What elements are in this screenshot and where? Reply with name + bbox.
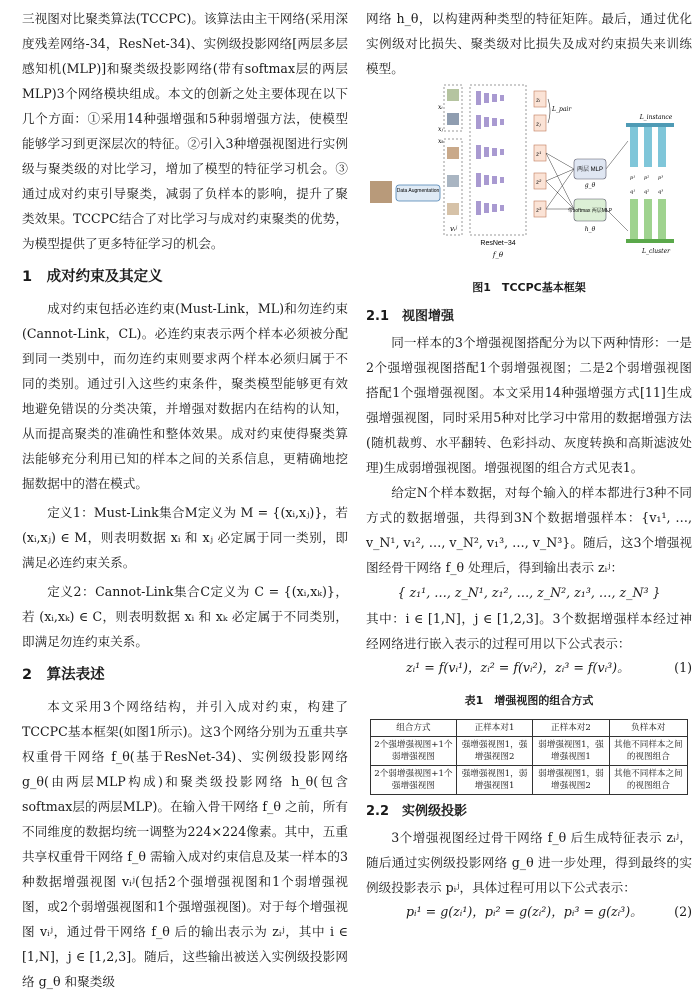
section-2-1-paragraph-2: 给定N个样本数据，对每个输入的样本都进行3种不同方式的数据增强，共得到3N个数据增强样本：{v₁¹, …, v_N¹, v₁², …, v_N², v₁³, …, v_N³}。随后，这3个增强视图经骨干网络 f_θ 处理后，得到输出表示 zᵢʲ： (366, 485, 692, 575)
table-header: 组合方式 (371, 720, 457, 737)
z-label-0: zᵢ (536, 97, 541, 104)
z-set: { z₁¹, …, z_N¹, z₁², …, z_N², z₁³, …, z_N³ } (397, 585, 661, 600)
table-cell: 弱增强视图1，弱增强视图2 (533, 766, 609, 795)
section-2-1-paragraph-3: 其中：i ∈ [1,N]，j ∈ [1,2,3]。3个数据增强样本经过神经网络进行嵌入表示的过程可用以下公式表示： (366, 611, 692, 651)
xk-label (438, 138, 444, 145)
data-augmentation-label (397, 188, 440, 194)
table-cell: 其他不同样本之间的视图组合 (609, 766, 687, 795)
f-theta-text: f_θ (492, 251, 504, 259)
instance-feature-columns (630, 127, 666, 167)
section-2-paragraph: 本文采用3个网络结构，并引入成对约束，构建了TCCPC基本框架(如图1所示)。这3个网络分别为五重共享权重骨干网络 f_θ(基于ResNet-34)、实例级投影网络 g_θ(由两层MLP构成)和聚类级投影网络 h_θ(包含softmax层的两层MLP)。在输入骨干网络 f_θ 之前，所有不同维度的数据均统一调整为224×224像素。其中，五重共享权重骨干网络 f_θ 需输入成对约束信息及某一样本的3种数据增强视图 vᵢʲ(包括2个强增强视图和1个弱增强视图，或2个弱增强视图和1个强增强视图)。对于每个增强视图 vᵢʲ，通过骨干网络 f_θ 后的输出表示为 zᵢʲ，其中 i ∈ [1,N]，j ∈ [1,2,3]。随后，这些输出被送入实例级投影网络 g_θ 和聚类级 (22, 699, 348, 989)
q-label-2: q² (644, 189, 650, 195)
q-label-1: q¹ (630, 189, 636, 195)
l-cluster-label (641, 248, 671, 255)
z-label-3: z² (536, 179, 542, 186)
equation-1-number: (1) (674, 660, 692, 675)
table-cell: 其他不同样本之间的视图组合 (609, 737, 687, 766)
table-cell: 强增强视图1，强增强视图2 (456, 737, 532, 766)
p-label-1: p¹ (630, 175, 636, 181)
input-image (370, 181, 392, 203)
section-1-paragraph: 成对约束包括必连约束(Must-Link，ML)和勿连约束(Cannot-Link，CL)。必连约束表示两个样本必须被分配到同一类别中，而勿连约束则要求两个样本必须归属于不同的类别。通过引入这些约束条件，聚类模型能够更有效地避免错误的分类决策，并增强对数据内在结构的认知，从而提高聚类的准确性和整体效果。成对约束使得聚类算法能够充分利用已知的样本之间的关系信息，更精确地挖掘数据中的潜在模式。 (22, 301, 348, 491)
l-cluster-text: L_cluster (641, 248, 671, 255)
svg-text:z² (535, 179, 542, 186)
table-cell: 强增强视图1，弱增强视图1 (456, 766, 532, 795)
z-label-2: z¹ (536, 151, 542, 158)
cluster-feature-columns (630, 199, 666, 239)
resnet-text: ResNet−34 (480, 240, 516, 247)
definition-1: 定义1：Must-Link集合M定义为 M = {(xᵢ,xⱼ)}，若 (xᵢ,xⱼ) ∈ M，则表明数据 xᵢ 和 xⱼ 必定属于同一类别，即满足必连约束关系。 (22, 505, 348, 570)
svg-text:q³ (658, 189, 663, 195)
h-theta-label (585, 226, 596, 233)
p-labels (630, 175, 663, 181)
section-2-2-paragraph: 3个增强视图经过骨干网络 f_θ 后生成特征表示 zᵢʲ，随后通过实例级投影网络 g_θ 进一步处理，得到最终的实例级投影表示 pᵢʲ，具体过程可用以下公式表示： (366, 830, 692, 895)
view-image-3 (447, 203, 459, 215)
mlp2-label (568, 207, 613, 214)
p-label-3: p³ (658, 175, 664, 181)
left-column (22, 6, 348, 994)
xi-label (438, 104, 443, 111)
l-pair-label (551, 106, 572, 113)
equation-1 (366, 656, 692, 680)
section-2-2-heading: 2.2 实例级投影 (366, 804, 468, 819)
svg-text:p² (644, 175, 649, 181)
l-pair-text: L_pair (552, 106, 572, 113)
backbone-layers (476, 91, 504, 215)
table-cell: 2个强增强视图+1个弱增强视图 (371, 737, 457, 766)
combination-table (370, 719, 688, 795)
xi-text: xᵢ (438, 104, 443, 111)
svg-text:q² (644, 189, 649, 195)
section-2-1-paragraph-1: 同一样本的3个增强视图搭配分为以下两种情形：一是2个强增强视图搭配1个弱增强视图；二是2个弱增强视图搭配1个强增强视图。本文采用14种强增强方式[11]生成强增强视图，同时采用5种对比学习中常用的数据增强方法(随机裁剪、水平翻转、色彩抖动、灰度转换和高斯滤波处理)生成弱增强视图。增强视图的组合方式见表1。 (366, 335, 692, 475)
instance-feature-bar (626, 123, 674, 127)
equation-2-body: pᵢ¹ = g(zᵢ¹)，pᵢ² = g(zᵢ²)，pᵢ³ = g(zᵢ³)。 (406, 904, 643, 919)
framework-diagram (366, 81, 692, 267)
table-header: 正样本对1 (456, 720, 532, 737)
table-header-row (371, 720, 688, 737)
cluster-feature-bar (626, 239, 674, 243)
pair-bracket (548, 99, 550, 123)
data-aug-text: Data Augmentation (396, 188, 440, 194)
intro-paragraph: 三视图对比聚类算法(TCCPC)。该算法由主干网络(采用深度残差网络-34，ResNet-34)、实例级投影网络[两层多层感知机(MLP)]和聚类级投影网络(带有softmax层的两层MLP)3个网络模块组成。本文的创新之处主要体现在以下几个方面：①采用14种强增强和5种弱增强方法，使模型能够学习到更深层次的特征。②引入3种增强视图进行实例级与聚类级的对比学习，增加了模型的特征学习机会。③通过成对约束引导聚类，减弱了负样本的影响，提升了聚类效果。TCCPC结合了对比学习与成对约束聚类的优势，为模型提供了更多特征学习的机会。 (22, 11, 348, 251)
view-image-1 (447, 147, 459, 159)
table-cell: 2个弱增强视图+1个强增强视图 (371, 766, 457, 795)
view-image-2 (447, 175, 459, 187)
equation-1-body: zᵢ¹ = f(vᵢ¹)，zᵢ² = f(vᵢ²)，zᵢ³ = f(vᵢ³)。 (406, 660, 630, 675)
l-instance-label (639, 114, 673, 121)
definition-2: 定义2：Cannot-Link集合C定义为 C = {(xᵢ,xₖ)}，若 (xᵢ,xₖ) ∈ C，则表明数据 xᵢ 和 xₖ 必定属于不同类别，即满足勿连约束关系。 (22, 584, 348, 649)
svg-text:zᵢ (535, 97, 541, 104)
l-instance-text: L_instance (639, 114, 673, 121)
q-label-3: q³ (658, 189, 664, 195)
section-2-1-heading: 2.1 视图增强 (366, 309, 455, 324)
svg-text:q¹ (630, 189, 635, 195)
svg-text:p¹ (630, 175, 635, 181)
resnet-label (480, 240, 515, 247)
h-theta-text: h_θ (584, 226, 596, 233)
svg-text:zⱼ (535, 121, 541, 128)
z-labels (535, 97, 542, 214)
section-2-heading: 2 算法表述 (22, 667, 105, 683)
right-column (366, 6, 692, 924)
pair-image-j (447, 113, 459, 125)
table-header: 正样本对2 (533, 720, 609, 737)
svg-text:z³ (535, 207, 542, 214)
mlp2-text: 带softmax 两层MLP (567, 208, 613, 214)
tccpc-framework-figure (366, 81, 692, 267)
svg-text:p³ (658, 175, 663, 181)
pair-image-i (447, 89, 459, 101)
xk-text: xₖ (438, 138, 444, 145)
table-row (371, 737, 688, 766)
figure-caption: 图1 TCCPC基本框架 (472, 281, 586, 294)
z-label-1: zⱼ (536, 121, 541, 128)
g-theta-text: g_θ (584, 182, 596, 189)
q-labels (630, 189, 663, 195)
table-cell: 弱增强视图1，强增强视图1 (533, 737, 609, 766)
xj-label (438, 126, 443, 133)
continuation-paragraph: 网络 h_θ，以构建两种类型的特征矩阵。最后，通过优化实例级对比损失、聚类级对比损失及成对约束损失来训练模型。 (366, 11, 692, 76)
xj-text: xⱼ (438, 126, 443, 133)
mlp1-text: 两层 MLP (576, 167, 604, 173)
equation-2-number: (2) (674, 904, 692, 919)
table-header: 负样本对 (609, 720, 687, 737)
p-label-2: p² (644, 175, 650, 181)
section-1-heading: 1 成对约束及其定义 (22, 269, 163, 285)
f-theta-label (492, 251, 504, 259)
v-label (450, 225, 457, 233)
z-label-4: z³ (536, 207, 542, 214)
equation-2 (366, 900, 692, 924)
v-label-text: vᵢʲ (450, 225, 458, 233)
svg-text:z¹ (535, 151, 542, 158)
table-row (371, 766, 688, 795)
table-caption: 表1 增强视图的组合方式 (464, 694, 594, 707)
g-theta-label (585, 182, 596, 189)
mlp1-label (577, 165, 603, 173)
